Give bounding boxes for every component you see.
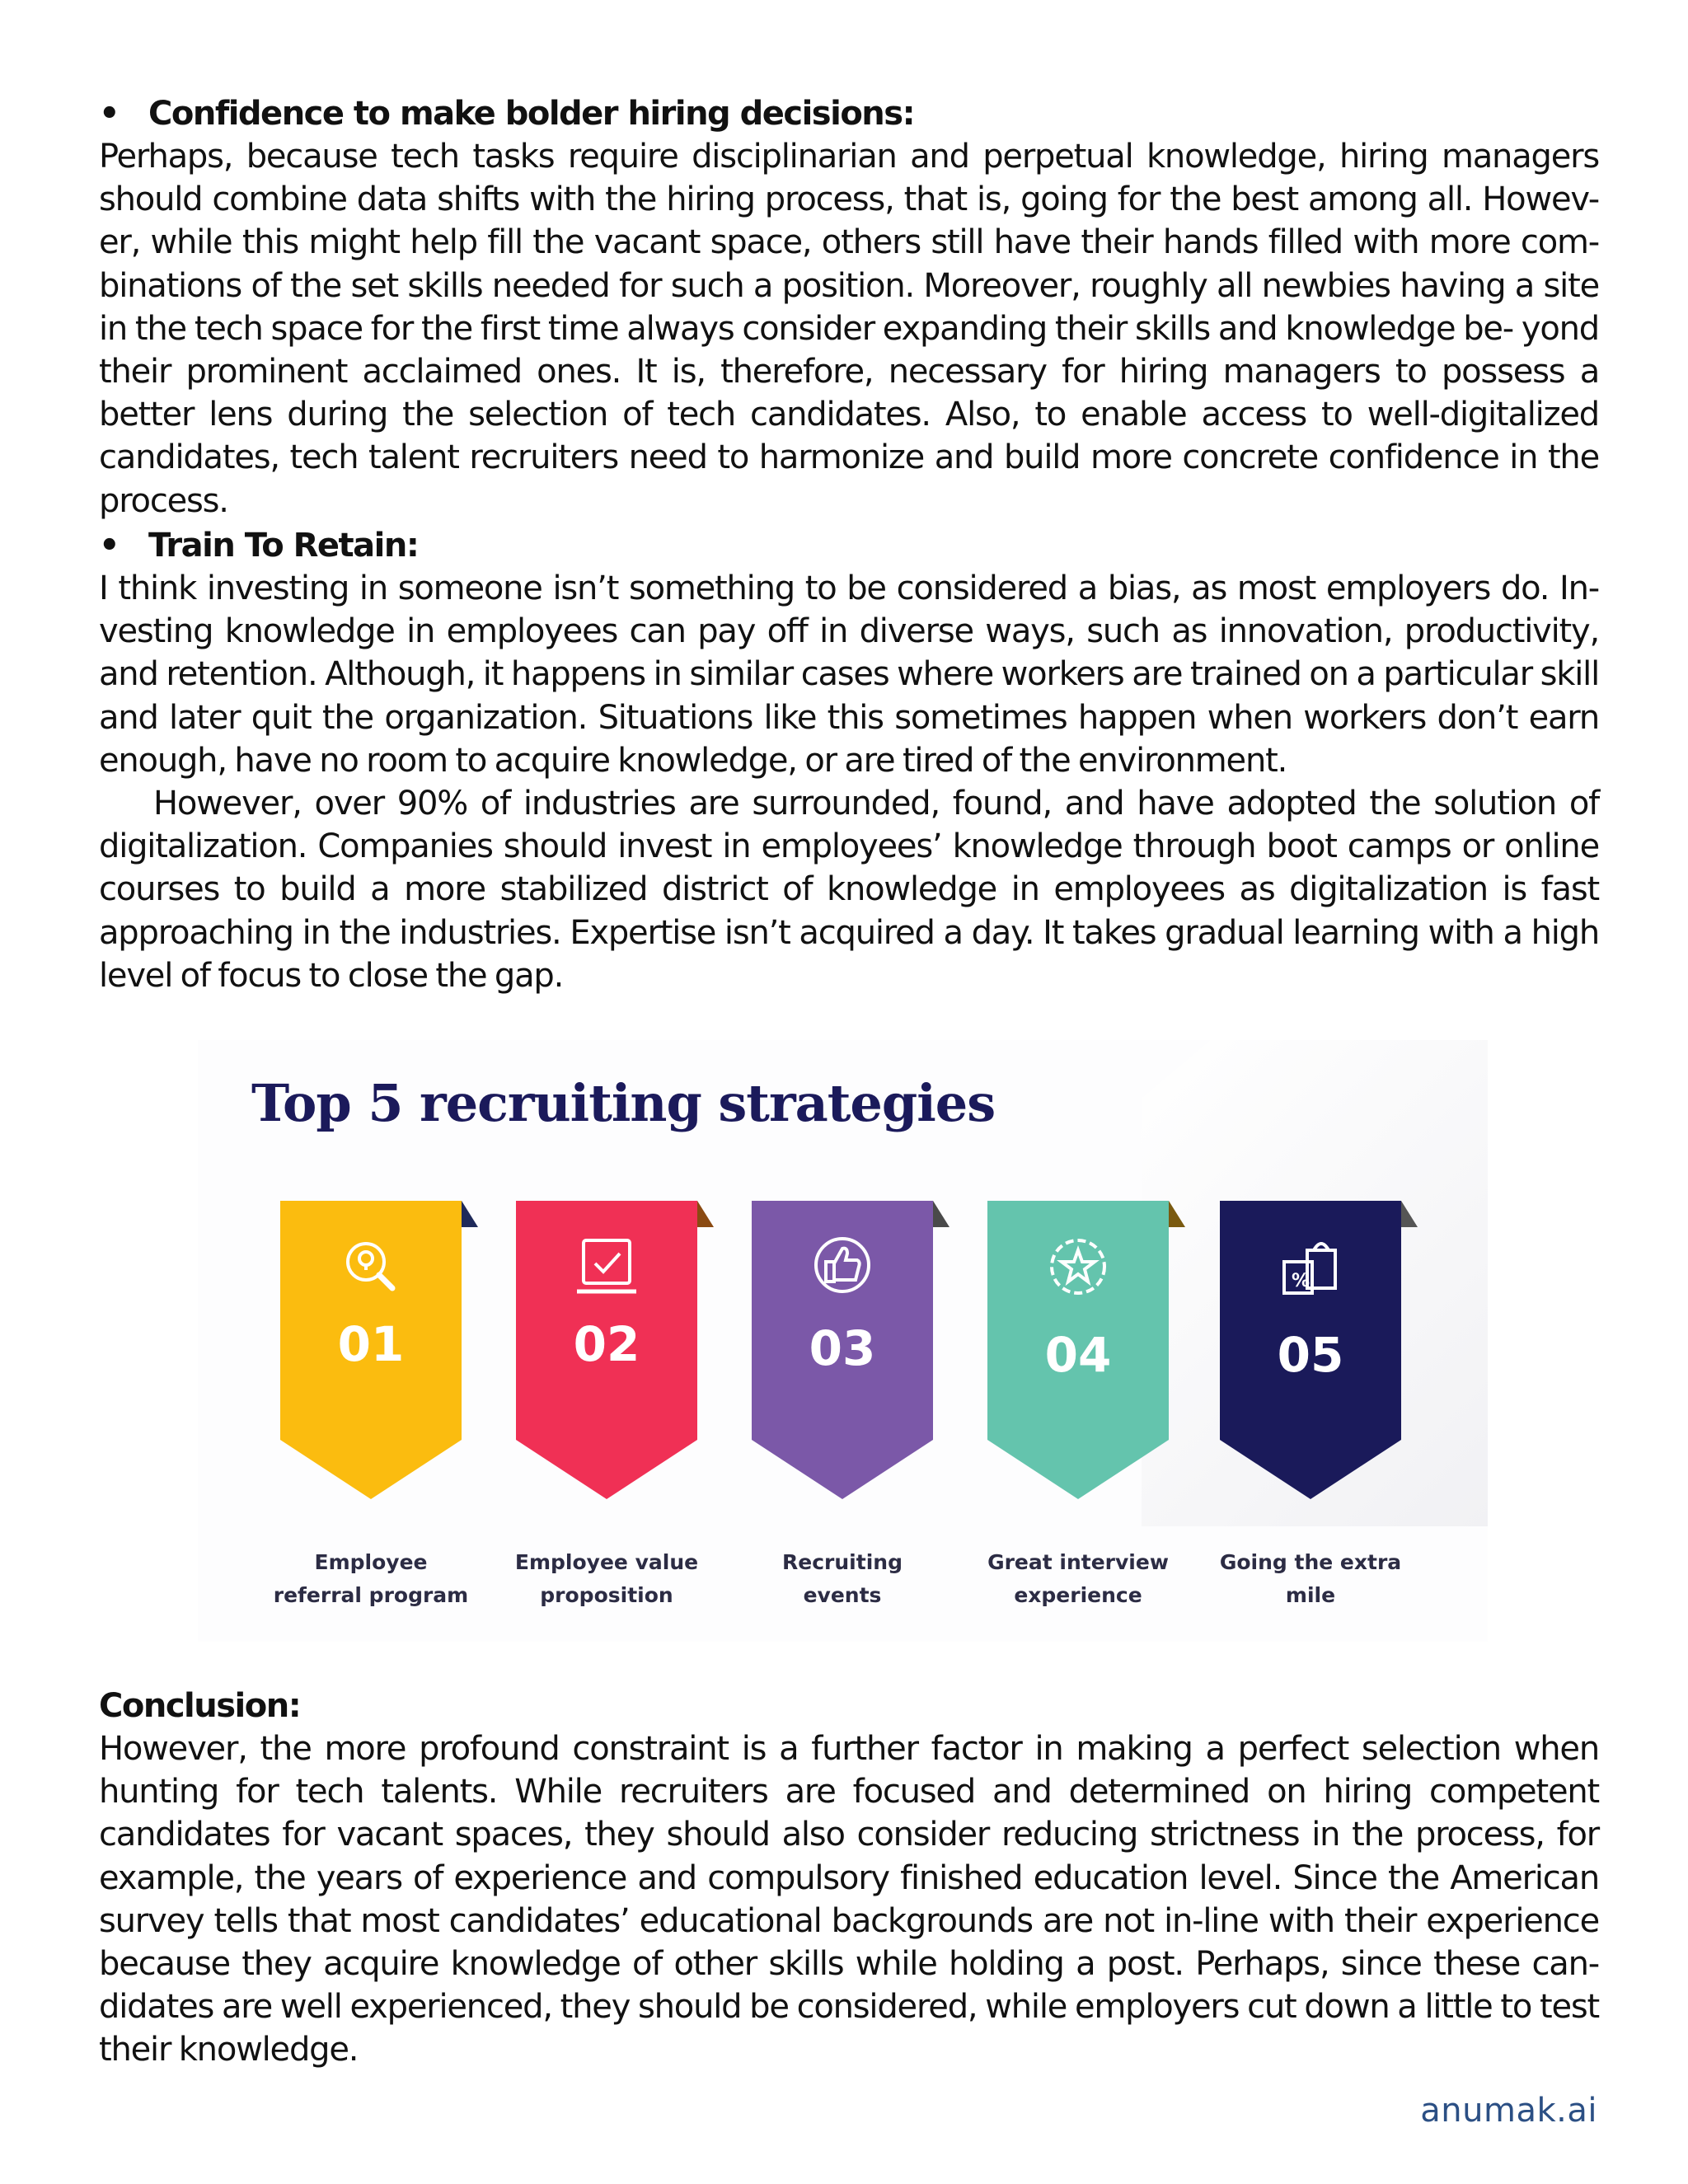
text-line: vesting knowledge in employees can pay off in diverse ways, such as innovation, productivity,	[99, 612, 1599, 651]
ribbon-caption	[971, 1546, 1185, 1612]
ribbon-caption	[735, 1546, 950, 1612]
ribbon-caption	[499, 1546, 714, 1612]
caption-line: experience	[1014, 1583, 1142, 1607]
heading-text: Confidence to make bolder hiring decisions:	[148, 95, 915, 133]
ribbon-item	[280, 1201, 495, 1514]
infographic	[198, 1040, 1488, 1642]
text-line: because they acquire knowledge of other skills while holding a post. Perhaps, since these can-	[99, 1945, 1599, 1984]
svg-text:%: %	[1292, 1271, 1311, 1291]
text-line: approaching in the industries. Expertise isn’t acquired a day. It takes gradual learning with a	[99, 913, 1522, 952]
caption-line: Employee	[314, 1550, 428, 1574]
bullet-icon: •	[99, 95, 120, 133]
text-line: courses to build a more stabilized district of knowledge in employees as digitalization is fast	[99, 870, 1599, 909]
section-heading	[99, 524, 1599, 567]
ribbon-item	[987, 1201, 1202, 1514]
text-line: yond their prominent acclaimed ones. It is, therefore, necessary for hiring managers to possess	[99, 309, 1599, 391]
text-line: earn enough, have no room to acquire knowledge, or are tired of the environment.	[99, 698, 1599, 780]
text-line: skill and later quit the organization. Situations like this sometimes happen when workers don’t	[99, 655, 1599, 737]
text-line: example, the years of experience and compulsory finished education level. Since the American	[99, 1858, 1599, 1897]
paragraph	[99, 1727, 1599, 2072]
ribbon-item	[752, 1201, 966, 1514]
infographic-title: Top 5 recruiting strategies	[251, 1073, 996, 1133]
text-line: candidates for vacant spaces, they should also consider reducing strictness in the process, for	[99, 1816, 1599, 1854]
text-line: binations of the set skills needed for such a position. Moreover, roughly all newbies having a	[99, 266, 1535, 305]
caption-line: Great interview	[987, 1550, 1169, 1574]
text-line: and retention. Although, it happens in similar cases where workers are trained on a particular	[99, 655, 1532, 694]
caption-line: Recruiting	[782, 1550, 903, 1574]
bullet-icon: •	[99, 527, 120, 565]
text-line: hunting for tech talents. While recruiters are focused and determined on hiring competent	[99, 1773, 1599, 1811]
caption-line: Employee value	[514, 1550, 699, 1574]
caption-line: mile	[1285, 1583, 1336, 1607]
text-line: er, while this might help fill the vacant space, others still have their hands filled with more com-	[99, 223, 1599, 262]
section-train-to-retain	[99, 524, 1599, 997]
text-line: I think investing in someone isn’t something to be considered a bias, as most employers do. In-	[99, 569, 1599, 607]
text-line: should combine data shifts with the hiring process, that is, going for the best among all. Howev-	[99, 180, 1599, 219]
ribbon-number: 03	[809, 1320, 876, 1376]
paragraph	[99, 567, 1599, 782]
text-line: digitalization. Companies should invest in employees’ knowledge through boot camps or online	[99, 827, 1599, 866]
caption-line: proposition	[540, 1583, 673, 1607]
caption-line: referral program	[273, 1583, 469, 1607]
shopping-bags-icon	[1278, 1234, 1343, 1300]
paragraph	[99, 135, 1599, 523]
text-line: a better lens during the selection of tech candidates. Also, to enable access to well-digitalized	[99, 353, 1600, 434]
heading-text: Train To Retain:	[148, 527, 419, 565]
section-conclusion	[99, 1685, 1599, 2072]
ribbon-number: 01	[337, 1316, 405, 1372]
paragraph	[99, 782, 1599, 997]
search-location-icon	[338, 1234, 404, 1300]
text-line: However, over 90% of industries are surrounded, found, and have adopted the solution of	[153, 785, 1599, 823]
ribbon-number: 02	[573, 1316, 640, 1372]
caption-line: Going the extra	[1219, 1550, 1402, 1574]
ribbon-item	[1220, 1201, 1434, 1514]
ribbon-item	[516, 1201, 730, 1514]
text-line: site in the tech space for the first time always consider expanding their skills and knowledge be-	[99, 266, 1599, 348]
caption-line: events	[803, 1583, 882, 1607]
text-line: high level of focus to close the gap.	[99, 913, 1599, 995]
text-line: Perhaps, because tech tasks require disciplinarian and perpetual knowledge, hiring managers	[99, 138, 1599, 176]
ribbon-number: 04	[1044, 1327, 1112, 1383]
ribbon-caption	[1203, 1546, 1418, 1612]
footer-brand: anumak.ai	[1420, 2092, 1597, 2130]
thumbs-up-chat-icon	[809, 1234, 875, 1300]
text-line: test their knowledge.	[99, 1988, 1599, 2069]
text-line: survey tells that most candidates’ educational backgrounds are not in-line with their experience	[99, 1901, 1599, 1940]
ribbon-caption	[264, 1546, 478, 1612]
laptop-check-icon	[574, 1234, 640, 1300]
section-heading	[99, 92, 1599, 135]
text-line: candidates, tech talent recruiters need to harmonize and build more concrete confidence in the	[99, 438, 1599, 477]
conclusion-heading: Conclusion:	[99, 1687, 301, 1725]
ribbon-number: 05	[1277, 1327, 1344, 1383]
text-line: However, the more profound constraint is a further factor in making a perfect selection when	[99, 1730, 1599, 1768]
text-line: process.	[99, 481, 228, 520]
section-confidence	[99, 92, 1599, 523]
star-badge-icon	[1045, 1234, 1111, 1300]
text-line: didates are well experienced, they should be considered, while employers cut down a little to	[99, 1988, 1532, 2027]
